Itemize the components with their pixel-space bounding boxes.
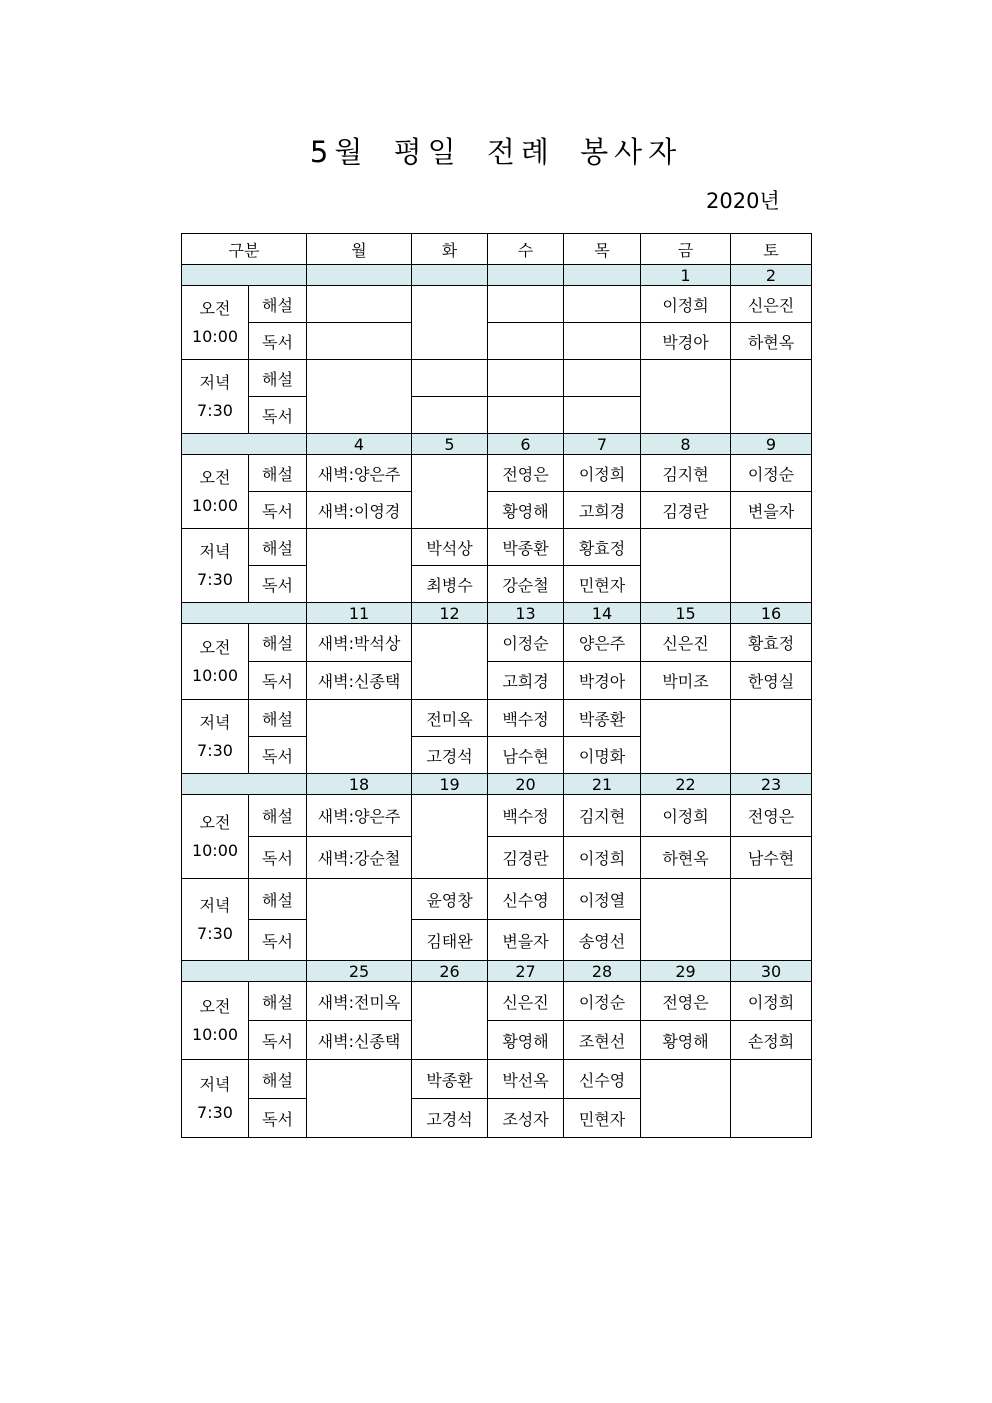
date-cell — [412, 265, 488, 286]
volunteer-cell: 신수영 — [564, 1060, 641, 1099]
header-row — [182, 234, 812, 265]
am-haeseol-row — [182, 982, 812, 1021]
volunteer-cell: 이정열 — [564, 879, 641, 920]
time-label: 7:30 — [197, 400, 233, 420]
time-label: 10:00 — [191, 1024, 239, 1044]
morning-time-cell — [182, 286, 249, 360]
volunteer-cell — [307, 286, 412, 323]
am-dokseo-row — [182, 1021, 812, 1060]
date-row — [182, 434, 812, 455]
date-cell — [307, 265, 412, 286]
time-period-label: 오전 — [199, 996, 231, 1016]
date-gubun-cell — [182, 434, 307, 455]
volunteer-cell: 이정희 — [641, 795, 731, 837]
volunteer-cell: 민현자 — [564, 1099, 641, 1138]
volunteer-cell: 하현옥 — [641, 837, 731, 879]
date-cell: 11 — [307, 603, 412, 624]
volunteer-cell: 전영은 — [641, 982, 731, 1021]
volunteer-cell: 새벽:양은주 — [307, 455, 412, 492]
volunteer-cell — [488, 360, 564, 397]
date-cell: 9 — [731, 434, 812, 455]
date-cell: 27 — [488, 961, 564, 982]
pm-haeseol-row — [182, 529, 812, 566]
time-period-label: 오전 — [199, 467, 231, 487]
date-cell: 21 — [564, 774, 641, 795]
evening-time-cell — [182, 879, 249, 961]
role-label: 해설 — [249, 360, 307, 397]
morning-time-cell — [182, 982, 249, 1060]
role-label: 해설 — [249, 1060, 307, 1099]
date-cell: 12 — [412, 603, 488, 624]
volunteer-cell: 윤영창 — [412, 879, 488, 920]
volunteer-cell: 박미조 — [641, 662, 731, 700]
time-label: 7:30 — [197, 740, 233, 760]
am-haeseol-row — [182, 624, 812, 662]
volunteer-cell: 민현자 — [564, 566, 641, 603]
volunteer-cell: 조성자 — [488, 1099, 564, 1138]
role-label: 해설 — [249, 700, 307, 737]
volunteer-cell: 새벽:전미옥 — [307, 982, 412, 1021]
pm-haeseol-row — [182, 879, 812, 920]
volunteer-cell — [488, 397, 564, 434]
morning-time-cell — [182, 624, 249, 700]
pm-haeseol-row — [182, 1060, 812, 1099]
volunteer-cell: 김태완 — [412, 920, 488, 961]
volunteer-cell: 전영은 — [731, 795, 812, 837]
date-cell: 26 — [412, 961, 488, 982]
volunteer-cell: 새벽:강순철 — [307, 837, 412, 879]
role-label: 독서 — [249, 737, 307, 774]
role-label: 독서 — [249, 837, 307, 879]
volunteer-cell: 박석상 — [412, 529, 488, 566]
volunteer-cell: 김지현 — [564, 795, 641, 837]
am-dokseo-row — [182, 492, 812, 529]
time-label: 7:30 — [197, 569, 233, 589]
volunteer-cell — [488, 323, 564, 360]
header-day: 목 — [564, 234, 641, 265]
date-cell: 20 — [488, 774, 564, 795]
empty-cell — [731, 360, 812, 434]
empty-cell — [412, 982, 488, 1060]
volunteer-cell — [412, 397, 488, 434]
volunteer-cell: 신은진 — [488, 982, 564, 1021]
role-label: 해설 — [249, 455, 307, 492]
header-gubun: 구분 — [182, 234, 307, 265]
morning-time-cell — [182, 455, 249, 529]
date-cell: 29 — [641, 961, 731, 982]
time-label: 10:00 — [191, 326, 239, 346]
volunteer-cell: 김경란 — [641, 492, 731, 529]
date-cell — [488, 265, 564, 286]
date-cell: 16 — [731, 603, 812, 624]
date-cell — [564, 265, 641, 286]
am-haeseol-row — [182, 795, 812, 837]
volunteer-cell — [564, 323, 641, 360]
date-gubun-cell — [182, 774, 307, 795]
role-label: 해설 — [249, 982, 307, 1021]
volunteer-cell: 최병수 — [412, 566, 488, 603]
evening-time-cell — [182, 529, 249, 603]
volunteer-cell: 박경아 — [564, 662, 641, 700]
empty-cell — [641, 360, 731, 434]
time-period-label: 저녁 — [199, 541, 231, 561]
volunteer-cell: 한영실 — [731, 662, 812, 700]
time-label: 10:00 — [191, 665, 239, 685]
volunteer-cell: 이정순 — [731, 455, 812, 492]
header-day: 금 — [641, 234, 731, 265]
volunteer-cell: 고경석 — [412, 1099, 488, 1138]
role-label: 독서 — [249, 1099, 307, 1138]
time-period-label: 오전 — [199, 812, 231, 832]
volunteer-cell: 전미옥 — [412, 700, 488, 737]
volunteer-cell: 박종환 — [488, 529, 564, 566]
evening-time-cell — [182, 700, 249, 774]
pm-haeseol-row — [182, 360, 812, 397]
time-label: 10:00 — [191, 495, 239, 515]
date-cell: 8 — [641, 434, 731, 455]
role-label: 해설 — [249, 795, 307, 837]
volunteer-cell: 남수현 — [731, 837, 812, 879]
empty-cell — [412, 795, 488, 879]
date-gubun-cell — [182, 265, 307, 286]
date-row — [182, 603, 812, 624]
volunteer-cell: 변을자 — [488, 920, 564, 961]
empty-cell — [641, 879, 731, 961]
volunteer-cell: 신은진 — [641, 624, 731, 662]
volunteer-cell — [307, 323, 412, 360]
volunteer-cell: 황영해 — [641, 1021, 731, 1060]
volunteer-cell: 강순철 — [488, 566, 564, 603]
header-day: 토 — [731, 234, 812, 265]
volunteer-cell: 박종환 — [412, 1060, 488, 1099]
am-dokseo-row — [182, 837, 812, 879]
volunteer-cell: 새벽:신종택 — [307, 1021, 412, 1060]
volunteer-cell: 조현선 — [564, 1021, 641, 1060]
date-gubun-cell — [182, 961, 307, 982]
morning-time-cell — [182, 795, 249, 879]
volunteer-cell: 황효정 — [564, 529, 641, 566]
date-row — [182, 774, 812, 795]
pm-haeseol-row — [182, 700, 812, 737]
volunteer-cell: 전영은 — [488, 455, 564, 492]
role-label: 독서 — [249, 492, 307, 529]
role-label: 독서 — [249, 566, 307, 603]
volunteer-cell: 백수정 — [488, 700, 564, 737]
role-label: 해설 — [249, 286, 307, 323]
date-cell: 28 — [564, 961, 641, 982]
date-cell: 13 — [488, 603, 564, 624]
time-period-label: 저녁 — [199, 372, 231, 392]
page-title: 5월 평일 전례 봉사자 — [309, 135, 683, 169]
empty-cell — [731, 529, 812, 603]
time-label: 7:30 — [197, 923, 233, 943]
am-dokseo-row — [182, 662, 812, 700]
role-label: 독서 — [249, 1021, 307, 1060]
time-period-label: 저녁 — [199, 712, 231, 732]
empty-cell — [641, 1060, 731, 1138]
date-cell: 22 — [641, 774, 731, 795]
volunteer-cell: 이정희 — [731, 982, 812, 1021]
empty-cell — [412, 455, 488, 529]
volunteer-cell: 이명화 — [564, 737, 641, 774]
empty-cell — [307, 879, 412, 961]
volunteer-cell — [564, 286, 641, 323]
time-period-label: 저녁 — [199, 1074, 231, 1094]
empty-cell — [731, 879, 812, 961]
empty-cell — [731, 700, 812, 774]
role-label: 독서 — [249, 323, 307, 360]
date-gubun-cell — [182, 603, 307, 624]
date-cell: 15 — [641, 603, 731, 624]
empty-cell — [307, 700, 412, 774]
volunteer-cell: 변을자 — [731, 492, 812, 529]
volunteer-cell: 송영선 — [564, 920, 641, 961]
role-label: 해설 — [249, 624, 307, 662]
date-cell: 1 — [641, 265, 731, 286]
time-period-label: 저녁 — [199, 895, 231, 915]
empty-cell — [412, 624, 488, 700]
volunteer-cell: 고희경 — [488, 662, 564, 700]
volunteer-cell: 백수정 — [488, 795, 564, 837]
volunteer-cell: 이정순 — [564, 982, 641, 1021]
role-label: 해설 — [249, 879, 307, 920]
empty-cell — [641, 700, 731, 774]
empty-cell — [412, 286, 488, 360]
volunteer-cell: 고희경 — [564, 492, 641, 529]
volunteer-cell: 김지현 — [641, 455, 731, 492]
volunteer-cell: 신수영 — [488, 879, 564, 920]
am-haeseol-row — [182, 286, 812, 323]
volunteer-cell: 양은주 — [564, 624, 641, 662]
volunteer-cell — [412, 360, 488, 397]
volunteer-cell: 김경란 — [488, 837, 564, 879]
evening-time-cell — [182, 360, 249, 434]
volunteer-cell: 새벽:박석상 — [307, 624, 412, 662]
empty-cell — [641, 529, 731, 603]
role-label: 독서 — [249, 920, 307, 961]
evening-time-cell — [182, 1060, 249, 1138]
role-label: 독서 — [249, 397, 307, 434]
volunteer-cell: 이정희 — [564, 455, 641, 492]
volunteer-cell — [564, 360, 641, 397]
role-label: 해설 — [249, 529, 307, 566]
time-period-label: 오전 — [199, 637, 231, 657]
date-cell: 6 — [488, 434, 564, 455]
date-cell: 7 — [564, 434, 641, 455]
volunteer-cell: 박경아 — [641, 323, 731, 360]
date-cell: 23 — [731, 774, 812, 795]
date-cell: 4 — [307, 434, 412, 455]
date-cell: 25 — [307, 961, 412, 982]
volunteer-cell: 황영해 — [488, 492, 564, 529]
volunteer-cell: 남수현 — [488, 737, 564, 774]
header-day: 수 — [488, 234, 564, 265]
volunteer-cell — [564, 397, 641, 434]
header-day: 화 — [412, 234, 488, 265]
volunteer-cell: 황효정 — [731, 624, 812, 662]
empty-cell — [307, 1060, 412, 1138]
empty-cell — [307, 360, 412, 434]
role-label: 독서 — [249, 662, 307, 700]
empty-cell — [731, 1060, 812, 1138]
volunteer-cell: 새벽:신종택 — [307, 662, 412, 700]
volunteer-cell: 이정순 — [488, 624, 564, 662]
date-cell: 2 — [731, 265, 812, 286]
am-dokseo-row — [182, 323, 812, 360]
time-period-label: 오전 — [199, 298, 231, 318]
empty-cell — [307, 529, 412, 603]
volunteer-cell: 새벽:양은주 — [307, 795, 412, 837]
header-day: 월 — [307, 234, 412, 265]
year-label: 2020년 — [706, 189, 780, 213]
volunteer-cell: 이정희 — [641, 286, 731, 323]
volunteer-cell: 하현옥 — [731, 323, 812, 360]
schedule-table — [181, 233, 812, 1138]
volunteer-cell: 박종환 — [564, 700, 641, 737]
am-haeseol-row — [182, 455, 812, 492]
volunteer-cell: 신은진 — [731, 286, 812, 323]
date-cell: 18 — [307, 774, 412, 795]
volunteer-cell: 이정희 — [564, 837, 641, 879]
date-cell: 14 — [564, 603, 641, 624]
volunteer-cell: 새벽:이영경 — [307, 492, 412, 529]
time-label: 7:30 — [197, 1102, 233, 1122]
time-label: 10:00 — [191, 840, 239, 860]
volunteer-cell: 손정희 — [731, 1021, 812, 1060]
volunteer-cell: 황영해 — [488, 1021, 564, 1060]
volunteer-cell — [488, 286, 564, 323]
volunteer-cell: 고경석 — [412, 737, 488, 774]
volunteer-cell: 박선옥 — [488, 1060, 564, 1099]
date-cell: 30 — [731, 961, 812, 982]
date-row — [182, 961, 812, 982]
date-row — [182, 265, 812, 286]
date-cell: 19 — [412, 774, 488, 795]
date-cell: 5 — [412, 434, 488, 455]
